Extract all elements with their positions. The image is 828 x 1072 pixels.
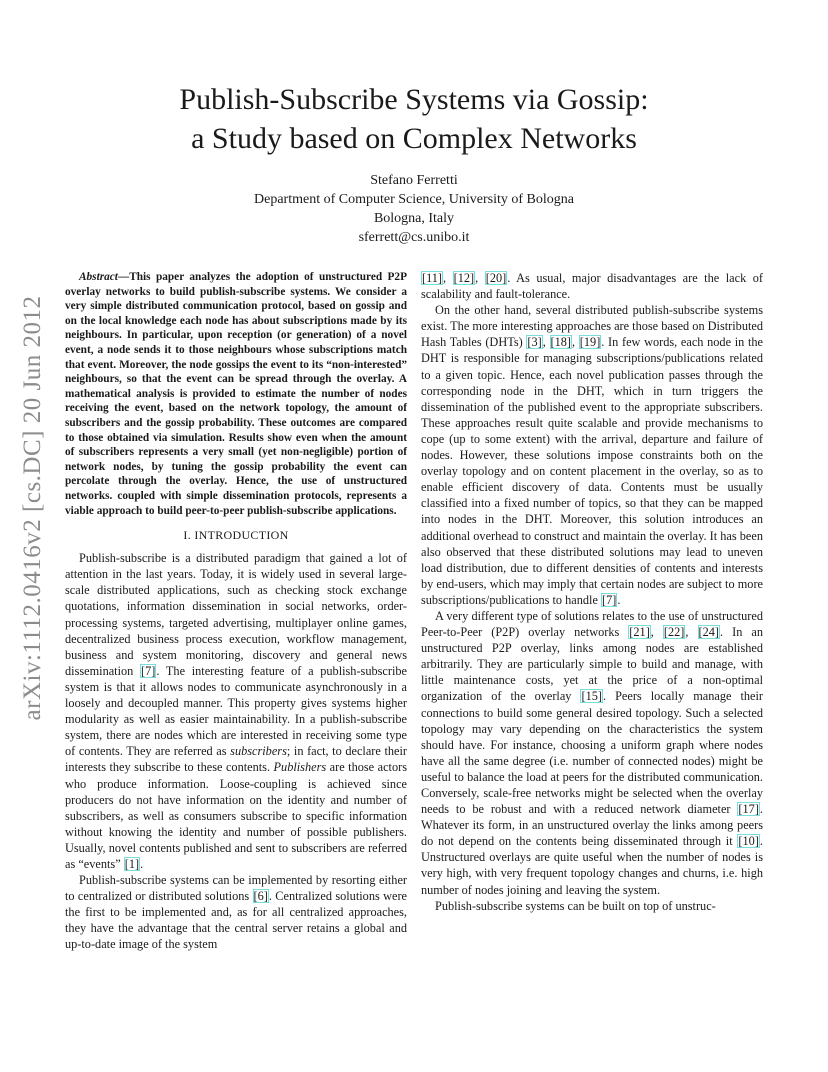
citation-link[interactable]: [11] xyxy=(422,271,443,285)
author-block xyxy=(0,171,828,247)
text-run: Publish-subscribe systems can be implemented by resorting either to centralized or distributed solutions xyxy=(65,873,407,904)
citation-link[interactable]: [7] xyxy=(141,663,156,678)
text-run: . Centralized solutions were the first to be implemented and, as for all centralized approaches, they have the advantage that the central server retains a global and up-to-date image of the system xyxy=(65,889,407,952)
author-email: sferrett@cs.unibo.it xyxy=(358,230,470,245)
citation-link[interactable]: [1] xyxy=(124,856,140,871)
text-run: A very different type of solutions relates to the use of unstructured Peer-to-Peer (P2P) overlay networks xyxy=(421,608,763,640)
emphasis: subscribers xyxy=(230,744,287,759)
text-run: . Whatever its form, in an unstructured overlay the links among peers do not depend on the contents being disseminated through it xyxy=(421,802,763,849)
section-heading-introduction: I. INTRODUCTION xyxy=(183,528,289,543)
abstract-text: —This paper analyzes the adoption of unstructured P2P overlay networks to build publish-subscribe systems. We consider a very simple distributed communication protocol, based on gossip and on the local knowledge each node has about subscriptions made by its neighbours. In particular, upon reception (or generation) of a novel event, a node sends it to those neighbours whose subscriptions match that event. Moreover, the node gossips the event to its “non-interested” neighbours, so that the event can be spread through the overlay. A mathematical analysis is provided to estimate the number of nodes receiving the event, based on the network topology, the amount of subscribers and the gossip probability. These outcomes are compared to those obtained via simulation. Results show even when the amount of subscribers represents a very small (yet non-negligible) portion of network nodes, by tuning the gossip probability the event can percolate through the overlay. Hence, the use of unstructured networks. coupled with simple dissemination protocols, represents a viable approach to build peer-to-peer publish-subscribe applications. xyxy=(65,271,407,517)
paper-title xyxy=(0,80,828,158)
intro-paragraph-continued xyxy=(421,270,763,302)
right-column xyxy=(421,270,763,914)
intro-paragraph-1 xyxy=(65,550,407,872)
separator: , xyxy=(685,625,698,640)
separator: , xyxy=(572,335,579,350)
intro-paragraph-2 xyxy=(65,872,407,952)
separator: , xyxy=(443,271,453,285)
text-run: . In few words, each node in the DHT is responsible for managing subscriptions/publications related to a given topic. Hence, each novel publication passes through the corresponding node in the DHT, which in turn triggers the dissemination of the published event to the appropriate subscribers. These approaches result quite scalable and provide mechanisms to cope (up to some extent) with the arrival, departure and failure of nodes. However, these solutions impose constraints both on the overlay topology and on content placement in the overlay, so as to enable efficient discovery of data. Contents must be usually classified into a fixed number of topics, so that they can be mapped into nodes in the DHT. Moreover, this solution introduces an additional overhead to construct and maintain the overlay. It has been also observed that these distributed solutions may lead to uneven load distribution, due to different densities of contents and interests by end-users, which may imply that certain nodes are subject to more subscriptions/publications to handle xyxy=(421,335,763,607)
text-run: . As usual, major disadvantages are the lack of scalability and fault-tolerance. xyxy=(421,271,763,302)
text-run: . In an unstructured P2P overlay, links among nodes are established arbitrarily. They are particularly simple to build and manage, with little maintenance costs, yet at the price of a non-optimal organization of the overlay xyxy=(421,625,763,704)
text-run: ; in fact, to declare their interests they subscribe to these contents. xyxy=(65,744,407,775)
intro-paragraph-5 xyxy=(421,898,763,914)
citation-link[interactable]: [22] xyxy=(663,625,685,640)
citation-link[interactable]: [6] xyxy=(253,889,268,904)
separator: , xyxy=(475,271,485,285)
citation-link[interactable]: [17] xyxy=(738,802,759,817)
citation-link[interactable]: [19] xyxy=(579,335,601,350)
author-department: Department of Computer Science, University of Bologna xyxy=(254,192,574,207)
abstract-lead: Abstract xyxy=(79,271,118,283)
emphasis: Publishers xyxy=(273,760,327,775)
text-run: . Unstructured overlays are quite useful when the number of nodes is very high, with very frequent topology changes and churns, i.e. high number of nodes joining and leaving the system. xyxy=(421,834,763,897)
citation-link[interactable]: [24] xyxy=(698,625,720,640)
text-run: On the other hand, several distributed publish-subscribe systems exist. The more interesting approaches are those based on Distributed Hash Tables (DHTs) xyxy=(421,303,763,350)
author-name: Stefano Ferretti xyxy=(370,173,458,188)
left-column xyxy=(65,270,407,953)
text-run: Publish-subscribe is a distributed paradigm that gained a lot of attention in the last years. Today, it is widely used in several large-scale distributed applications, such as checking stock exchange quotations, information dissemination in social networks, order-processing systems, targeted advertising, multiplayer online games, decentralized business process execution, workflow management, business and system monitoring, discovery and general news dissemination xyxy=(65,551,407,678)
citation-link[interactable]: [3] xyxy=(527,335,542,350)
citation-link[interactable]: [20] xyxy=(485,271,507,285)
separator: , xyxy=(650,625,663,640)
intro-paragraph-4 xyxy=(421,608,763,898)
text-run: . xyxy=(617,592,621,607)
citation-link[interactable]: [21] xyxy=(629,625,650,640)
arxiv-side-stamp xyxy=(18,258,48,758)
text-run: Publish-subscribe systems can be built on top of unstruc- xyxy=(435,898,716,913)
author-location: Bologna, Italy xyxy=(373,211,455,226)
abstract xyxy=(65,270,407,518)
title-line-2: a Study based on Complex Networks xyxy=(191,122,637,155)
citation-link[interactable]: [7] xyxy=(602,592,617,607)
text-run: . The interesting feature of a publish-subscribe system is that it allows nodes to communicate asynchronously in a loosely and decoupled manner. This property gives systems higher modularity as well as easier maintainability. In a publish-subscribe system, there are nodes which are interested in receiving some type of contents. They are referred as xyxy=(65,663,407,759)
citation-link[interactable]: [10] xyxy=(738,834,759,849)
citation-link[interactable]: [15] xyxy=(581,689,602,704)
separator: , xyxy=(542,335,550,350)
arxiv-identifier: arXiv:1112.0416v2 [cs.DC] 20 Jun 2012 xyxy=(19,295,46,721)
text-run: . xyxy=(140,856,144,871)
text-run: . Peers locally manage their connections to build some general desired topology. Such a selected topology may vary depending on the characteristics the system should have. For instance, choosing a uniform graph where nodes have all the same degree (i.e. number of connected nodes) might be useful to balance the load at peers for the distributed communication. Conversely, scale-free networks might be selected when the overlay needs to be robust and with a reduced network diameter xyxy=(421,689,763,817)
title-line-1: Publish-Subscribe Systems via Gossip: xyxy=(179,83,649,116)
citation-link[interactable]: [12] xyxy=(453,271,475,285)
citation-link[interactable]: [18] xyxy=(550,335,572,350)
text-run: are those actors who produce information. Loose-coupling is achieved since producers do not have information on the identity and number of subscribers, as well as consumers subscribe to specific information without knowing the identity and number of possible publishers. Usually, novel contents published and sent to subscribers are referred as “events” xyxy=(65,760,407,871)
intro-paragraph-3 xyxy=(421,302,763,608)
